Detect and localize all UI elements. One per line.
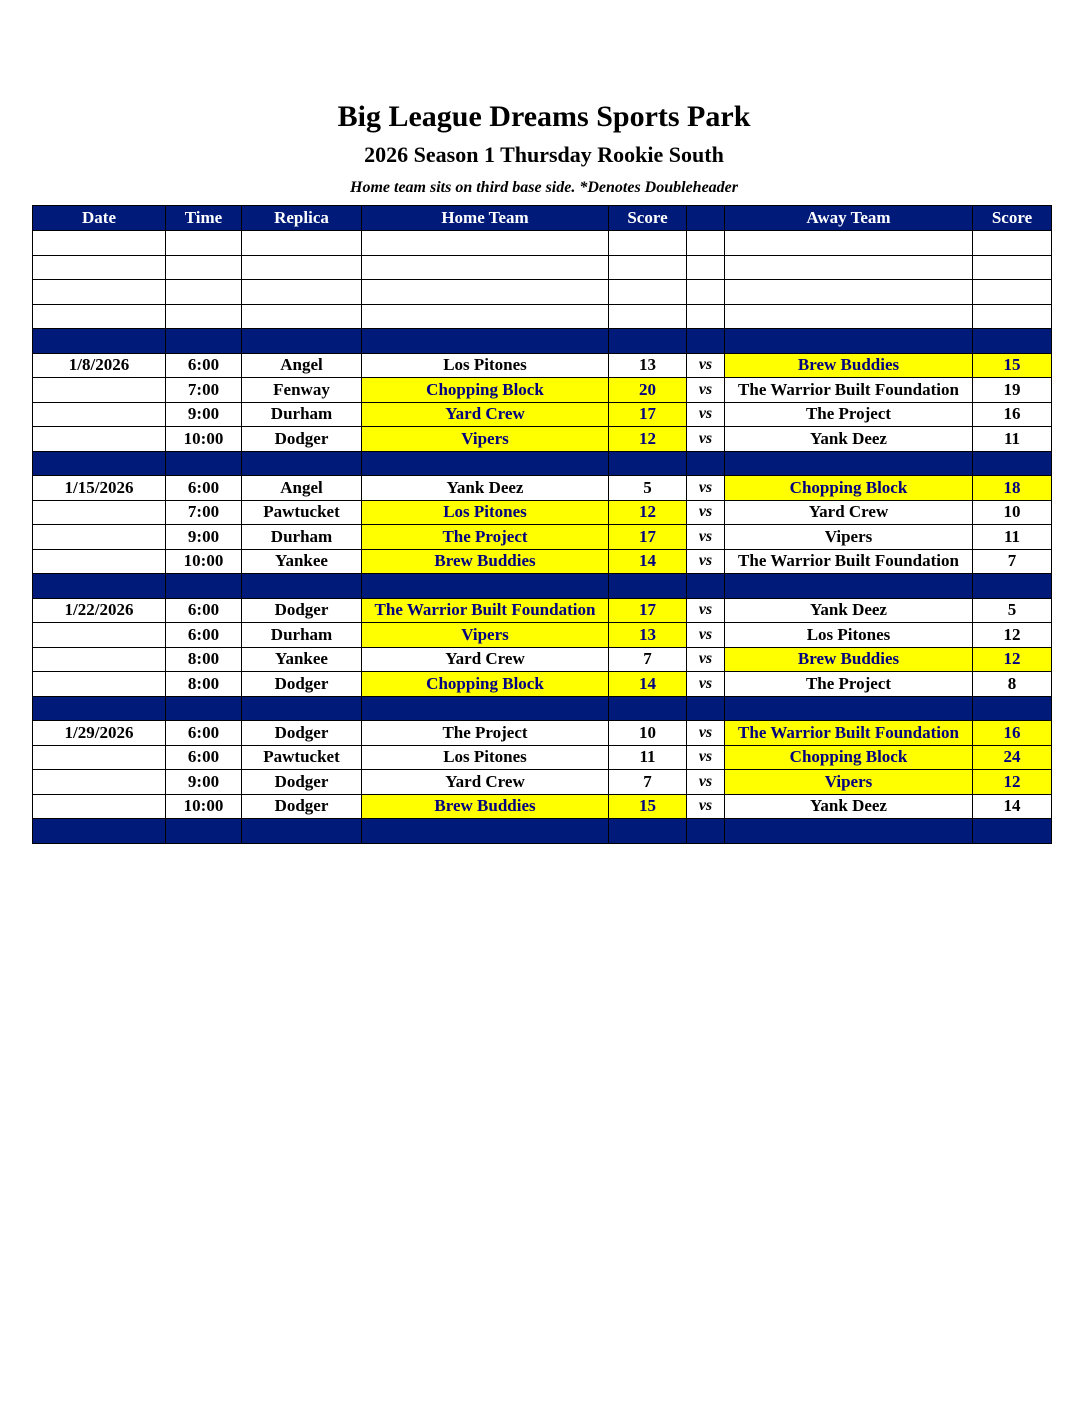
separator-cell [725,329,973,354]
away-score: 7 [973,549,1052,574]
game-replica-field: Durham [242,402,362,427]
blank-cell [33,304,166,329]
separator-cell [725,574,973,599]
game-row [33,721,1052,746]
game-time: 9:00 [166,402,242,427]
away-score: 12 [973,623,1052,648]
home-team: Los Pitones [362,745,609,770]
separator-cell [687,574,725,599]
page-title: Big League Dreams Sports Park [337,100,751,133]
home-score: 17 [609,598,687,623]
separator-cell [33,329,166,354]
blank-row [33,255,1052,280]
week-separator-row [33,451,1052,476]
blank-cell [242,304,362,329]
game-replica-field: Fenway [242,378,362,403]
game-time: 10:00 [166,794,242,819]
column-header-home-team: Home Team [362,206,609,231]
separator-cell [362,451,609,476]
game-time: 8:00 [166,647,242,672]
game-date: 1/22/2026 [33,598,166,623]
away-score: 12 [973,647,1052,672]
game-replica-field: Dodger [242,794,362,819]
separator-cell [687,329,725,354]
blank-cell [242,280,362,305]
home-score: 7 [609,647,687,672]
away-team: Yank Deez [725,427,973,452]
game-row [33,353,1052,378]
blank-cell [687,280,725,305]
away-score: 11 [973,427,1052,452]
game-row [33,402,1052,427]
home-team: The Warrior Built Foundation [362,598,609,623]
game-date [33,549,166,574]
game-row [33,745,1052,770]
blank-cell [609,231,687,256]
game-row [33,476,1052,501]
home-score: 17 [609,402,687,427]
separator-cell [362,329,609,354]
blank-row [33,304,1052,329]
game-date [33,672,166,697]
away-score: 5 [973,598,1052,623]
page-note: Home team sits on third base side. *Denotes Doubleheader [350,179,738,196]
home-score: 12 [609,500,687,525]
game-row [33,623,1052,648]
home-score: 14 [609,672,687,697]
away-score: 14 [973,794,1052,819]
game-replica-field: Pawtucket [242,500,362,525]
game-replica-field: Pawtucket [242,745,362,770]
game-time: 6:00 [166,623,242,648]
column-header-date: Date [33,206,166,231]
home-team: Brew Buddies [362,549,609,574]
game-date: 1/15/2026 [33,476,166,501]
separator-cell [242,451,362,476]
versus-label: vs [687,476,725,501]
away-team: Yard Crew [725,500,973,525]
game-time: 6:00 [166,476,242,501]
away-score: 18 [973,476,1052,501]
separator-cell [242,819,362,844]
blank-cell [687,231,725,256]
game-row [33,427,1052,452]
game-date [33,647,166,672]
game-time: 6:00 [166,598,242,623]
home-score: 13 [609,623,687,648]
blank-cell [973,280,1052,305]
separator-cell [362,819,609,844]
home-score: 14 [609,549,687,574]
game-replica-field: Angel [242,476,362,501]
blank-cell [687,255,725,280]
separator-cell [725,819,973,844]
versus-label: vs [687,721,725,746]
column-header-home-score: Score [609,206,687,231]
home-team: Yard Crew [362,647,609,672]
away-team: The Project [725,402,973,427]
away-score: 16 [973,721,1052,746]
home-score: 13 [609,353,687,378]
separator-cell [973,574,1052,599]
blank-cell [166,255,242,280]
game-time: 10:00 [166,427,242,452]
blank-cell [687,304,725,329]
home-team: Brew Buddies [362,794,609,819]
game-date [33,500,166,525]
separator-cell [609,574,687,599]
game-replica-field: Dodger [242,427,362,452]
blank-cell [973,255,1052,280]
game-date [33,525,166,550]
home-score: 12 [609,427,687,452]
game-row [33,500,1052,525]
game-date: 1/8/2026 [33,353,166,378]
separator-cell [609,451,687,476]
away-team: The Warrior Built Foundation [725,721,973,746]
versus-label: vs [687,794,725,819]
versus-label: vs [687,427,725,452]
game-time: 6:00 [166,353,242,378]
game-replica-field: Yankee [242,549,362,574]
blank-cell [166,231,242,256]
blank-cell [33,255,166,280]
game-replica-field: Durham [242,525,362,550]
separator-cell [33,574,166,599]
away-score: 16 [973,402,1052,427]
away-score: 24 [973,745,1052,770]
game-date [33,623,166,648]
separator-cell [242,696,362,721]
home-score: 5 [609,476,687,501]
blank-cell [725,280,973,305]
game-replica-field: Durham [242,623,362,648]
separator-cell [166,696,242,721]
home-team: The Project [362,525,609,550]
column-header-vs [687,206,725,231]
blank-cell [973,231,1052,256]
separator-cell [973,696,1052,721]
separator-cell [609,329,687,354]
column-header-replica: Replica [242,206,362,231]
separator-cell [725,696,973,721]
game-date [33,745,166,770]
table-header-row [33,206,1052,231]
game-replica-field: Yankee [242,647,362,672]
away-team: Yank Deez [725,794,973,819]
game-replica-field: Dodger [242,721,362,746]
page-subtitle: 2026 Season 1 Thursday Rookie South [364,142,724,167]
away-team: Brew Buddies [725,353,973,378]
versus-label: vs [687,402,725,427]
game-row [33,672,1052,697]
week-separator-row [33,819,1052,844]
schedule-body [33,231,1052,844]
away-team: Brew Buddies [725,647,973,672]
versus-label: vs [687,353,725,378]
blank-cell [362,280,609,305]
home-team: Yard Crew [362,770,609,795]
away-team: The Warrior Built Foundation [725,549,973,574]
versus-label: vs [687,598,725,623]
schedule-table [32,205,1052,844]
separator-cell [33,819,166,844]
home-team: Los Pitones [362,500,609,525]
home-score: 15 [609,794,687,819]
separator-cell [166,819,242,844]
separator-cell [242,329,362,354]
blank-cell [362,231,609,256]
blank-cell [362,255,609,280]
blank-cell [725,231,973,256]
game-date [33,427,166,452]
versus-label: vs [687,647,725,672]
versus-label: vs [687,525,725,550]
game-date [33,402,166,427]
blank-cell [725,255,973,280]
blank-cell [973,304,1052,329]
versus-label: vs [687,745,725,770]
away-team: The Project [725,672,973,697]
separator-cell [33,696,166,721]
away-team: The Warrior Built Foundation [725,378,973,403]
away-team: Vipers [725,770,973,795]
home-score: 17 [609,525,687,550]
game-date [33,378,166,403]
versus-label: vs [687,549,725,574]
separator-cell [725,451,973,476]
away-score: 8 [973,672,1052,697]
versus-label: vs [687,770,725,795]
separator-cell [609,696,687,721]
game-time: 7:00 [166,378,242,403]
separator-cell [687,696,725,721]
separator-cell [609,819,687,844]
game-date [33,770,166,795]
game-row [33,525,1052,550]
week-separator-row [33,574,1052,599]
home-team: The Project [362,721,609,746]
game-time: 9:00 [166,770,242,795]
separator-cell [362,696,609,721]
separator-cell [687,451,725,476]
separator-cell [166,574,242,599]
separator-cell [166,451,242,476]
separator-cell [973,329,1052,354]
blank-row [33,231,1052,256]
away-team: Yank Deez [725,598,973,623]
blank-cell [609,255,687,280]
away-team: Chopping Block [725,476,973,501]
game-replica-field: Dodger [242,598,362,623]
home-team: Yank Deez [362,476,609,501]
game-replica-field: Dodger [242,770,362,795]
separator-cell [687,819,725,844]
game-date: 1/29/2026 [33,721,166,746]
versus-label: vs [687,500,725,525]
column-header-away-team: Away Team [725,206,973,231]
away-team: Los Pitones [725,623,973,648]
blank-cell [33,280,166,305]
blank-cell [362,304,609,329]
blank-cell [166,304,242,329]
game-time: 8:00 [166,672,242,697]
away-score: 12 [973,770,1052,795]
away-score: 19 [973,378,1052,403]
home-score: 7 [609,770,687,795]
game-time: 7:00 [166,500,242,525]
game-row [33,549,1052,574]
separator-cell [242,574,362,599]
game-time: 10:00 [166,549,242,574]
home-score: 10 [609,721,687,746]
versus-label: vs [687,378,725,403]
home-score: 20 [609,378,687,403]
week-separator-row [33,696,1052,721]
home-score: 11 [609,745,687,770]
game-row [33,770,1052,795]
home-team: Los Pitones [362,353,609,378]
game-row [33,647,1052,672]
separator-cell [362,574,609,599]
away-score: 15 [973,353,1052,378]
blank-cell [609,280,687,305]
home-team: Vipers [362,427,609,452]
home-team: Chopping Block [362,672,609,697]
game-row [33,794,1052,819]
game-time: 9:00 [166,525,242,550]
blank-cell [609,304,687,329]
blank-row [33,280,1052,305]
away-team: Chopping Block [725,745,973,770]
game-row [33,378,1052,403]
column-header-time: Time [166,206,242,231]
game-replica-field: Angel [242,353,362,378]
game-row [33,598,1052,623]
home-team: Vipers [362,623,609,648]
column-header-away-score: Score [973,206,1052,231]
blank-cell [725,304,973,329]
separator-cell [973,819,1052,844]
game-replica-field: Dodger [242,672,362,697]
versus-label: vs [687,623,725,648]
separator-cell [166,329,242,354]
blank-cell [166,280,242,305]
home-team: Chopping Block [362,378,609,403]
blank-cell [242,255,362,280]
game-time: 6:00 [166,745,242,770]
away-score: 11 [973,525,1052,550]
game-date [33,794,166,819]
blank-cell [242,231,362,256]
separator-cell [973,451,1052,476]
away-score: 10 [973,500,1052,525]
separator-cell [33,451,166,476]
away-team: Vipers [725,525,973,550]
blank-cell [33,231,166,256]
week-separator-row [33,329,1052,354]
home-team: Yard Crew [362,402,609,427]
game-time: 6:00 [166,721,242,746]
versus-label: vs [687,672,725,697]
